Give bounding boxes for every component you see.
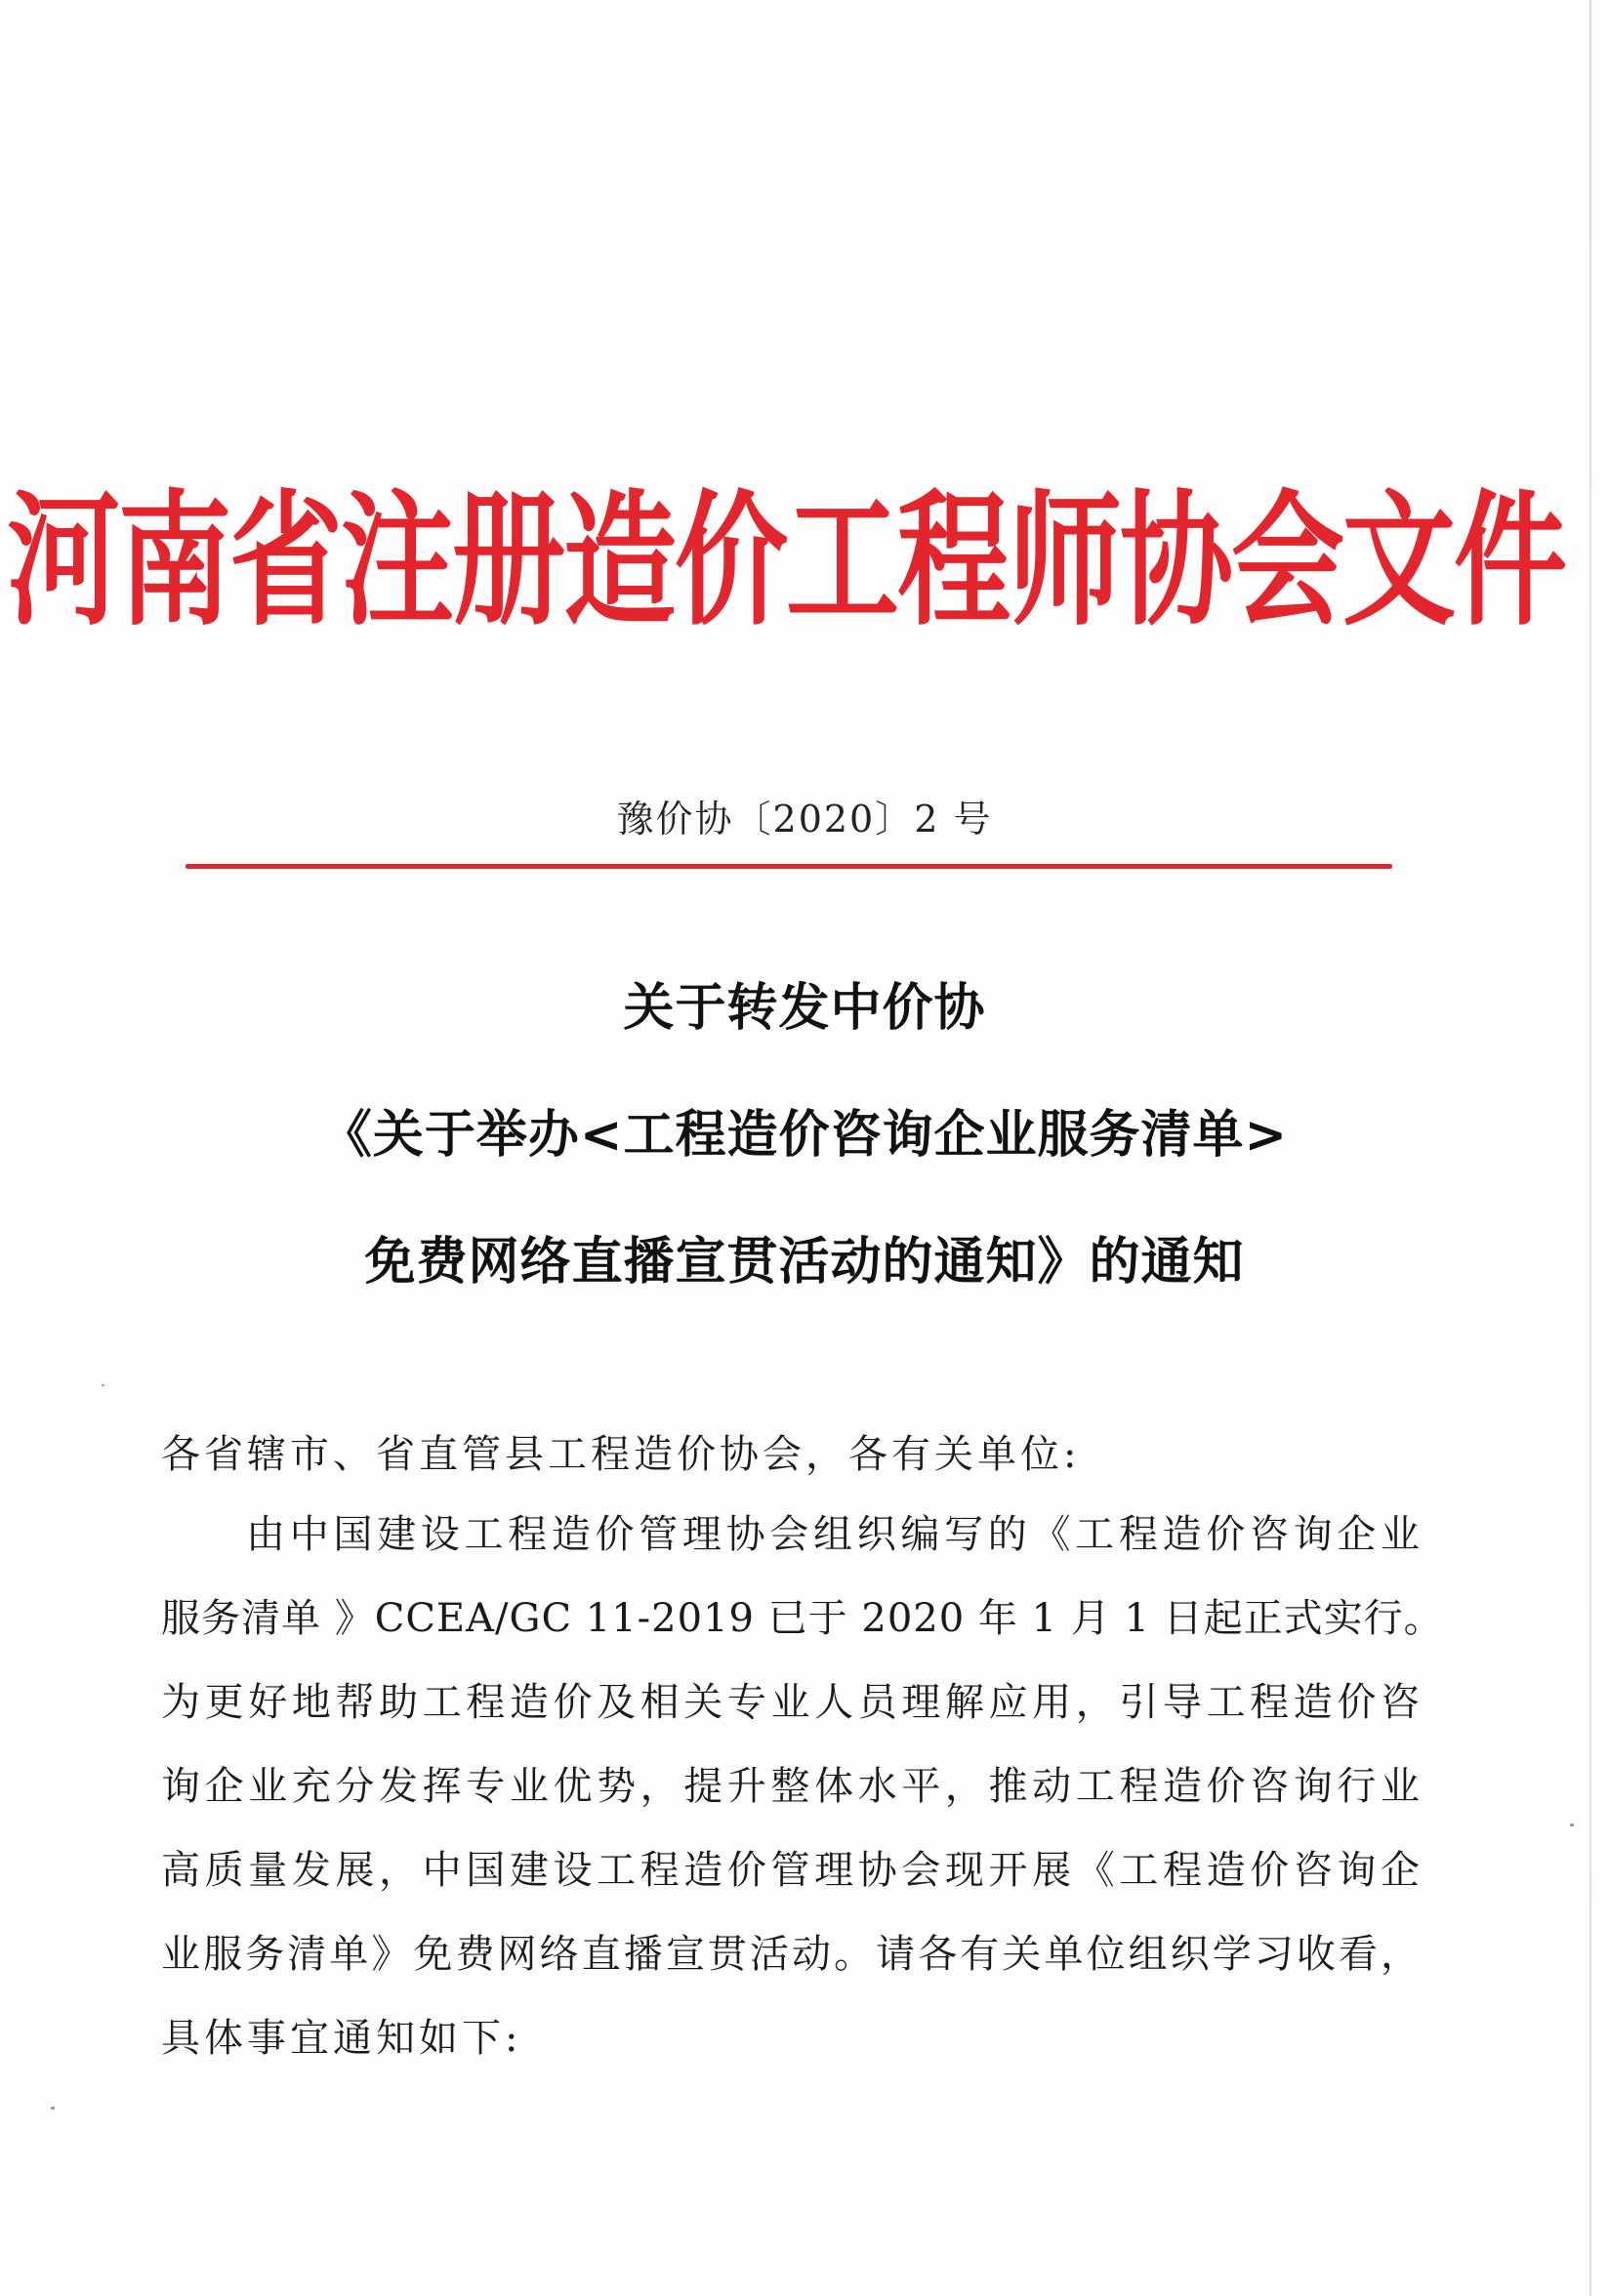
paragraph-line: 业服务清单》免费网络直播宣贯活动。请各有关单位组织学习收看， <box>161 1932 1421 1977</box>
scan-speck <box>102 1384 104 1386</box>
notice-title-line-3: 免费网络直播宣贯活动的通知》的通知 <box>364 1233 1245 1292</box>
scan-speck <box>1570 1824 1574 1826</box>
notice-title-line-2: 《关于举办<工程造价咨询企业服务清单> <box>320 1106 1289 1165</box>
masthead-title: 河南省注册造价工程师协会文件 <box>7 476 1565 646</box>
paragraph-line: 服务清单 》CCEA/GC 11-2019 已于 2020 年 1 月 1 日起正式实行。 <box>161 1596 1444 1641</box>
addressee-line: 各省辖市、省直管县工程造价协会，各有关单位: <box>161 1432 1081 1477</box>
paragraph-line: 由中国建设工程造价管理协会组织编写的《工程造价咨询企业 <box>246 1512 1421 1557</box>
paragraph-line: 具体事宜通知如下: <box>161 2016 522 2061</box>
paragraph-line: 高质量发展，中国建设工程造价管理协会现开展《工程造价咨询企 <box>161 1848 1421 1893</box>
notice-title-line-1: 关于转发中价协 <box>623 979 986 1038</box>
scan-speck <box>51 2107 55 2110</box>
paragraph-line: 询企业充分发挥专业优势，提升整体水平，推动工程造价咨询行业 <box>161 1764 1421 1809</box>
document-number: 豫价协〔2020〕2 号 <box>616 798 993 840</box>
red-divider-line <box>186 864 1392 869</box>
paragraph-line: 为更好地帮助工程造价及相关专业人员理解应用，引导工程造价咨 <box>161 1680 1421 1725</box>
